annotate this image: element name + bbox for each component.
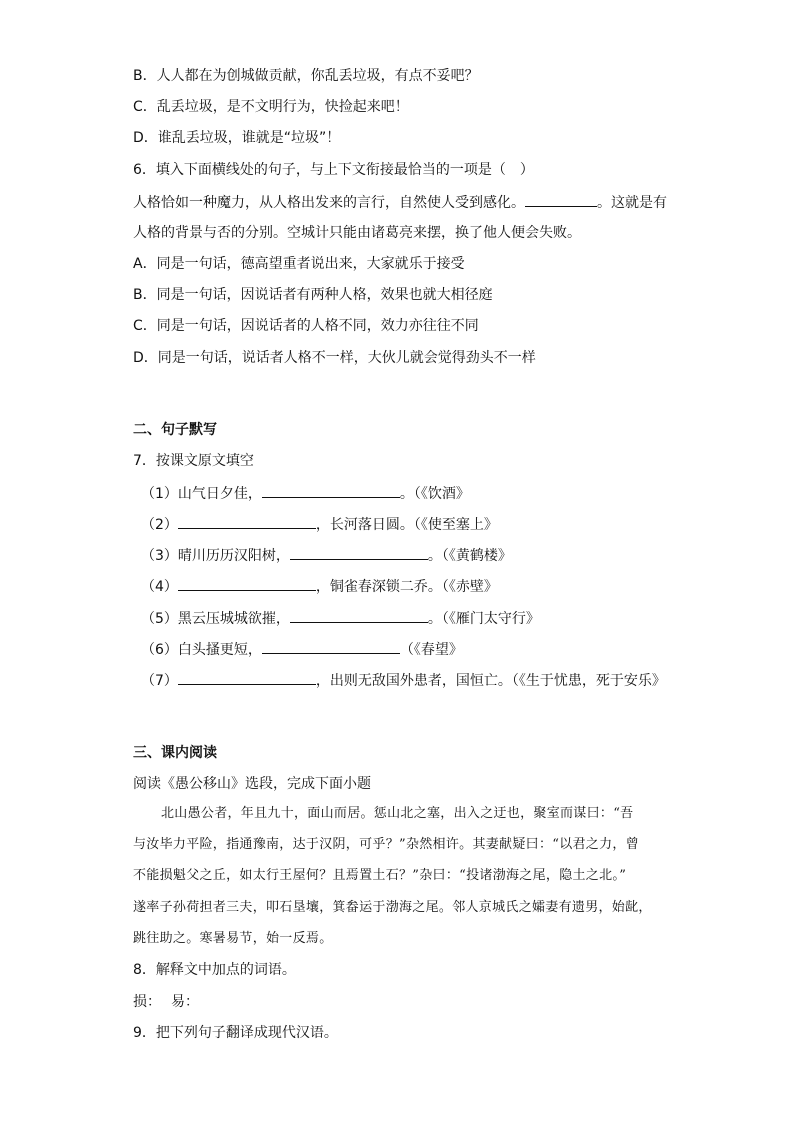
q6-option-a: A．同是一句话，德高望重者说出来，大家就乐于接受 (133, 256, 465, 272)
q7-stem: 7．按课文原文填空 (133, 453, 254, 469)
item-number: （5） (141, 611, 178, 627)
q6-option-b: B．同是一句话，因说话者有两种人格，效果也就大相径庭 (133, 287, 493, 303)
answer-blank (178, 514, 316, 529)
q9-stem: 9．把下列句子翻译成现代汉语。 (133, 1025, 338, 1041)
item-text: ，长河落日圆。（《使至塞上》 (315, 517, 498, 533)
word-label: 损： (133, 994, 161, 1010)
item-text: 晴川历历汉阳树， (177, 548, 290, 564)
item-number: （2） (141, 517, 178, 533)
fill-item (141, 545, 512, 566)
q6-passage-line2: 人格的背景与否的分别。空城计只能由诸葛亮来摆，换了他人便会失败。 (133, 225, 581, 241)
q6-passage-pre: 人格恰如一种魔力，从人格出发来的言行，自然使人受到感化。 (133, 195, 525, 211)
passage-line: 跳往助之。寒暑易节，始一反焉。 (133, 931, 333, 946)
answer-blank (525, 192, 597, 207)
item-text: ，出则无敌国外患者，国恒亡。（《生于忧患，死于安乐》 (315, 673, 666, 689)
passage-line: 不能损魁父之丘，如太行王屋何？且焉置土石？”杂曰：“投诸渤海之尾，隐土之北。” (133, 868, 627, 883)
item-number: （3） (141, 548, 178, 564)
q6-stem: 6．填入下面横线处的句子，与上下文衔接最恰当的一项是（ ） (133, 162, 534, 178)
fill-item (141, 483, 470, 504)
item-number: （1） (141, 486, 178, 502)
q6-passage-post: 。这就是有 (597, 195, 667, 211)
item-number: （6） (141, 642, 178, 658)
item-number: （4） (141, 579, 178, 595)
q6-option-d: D．同是一句话，说话者人格不一样，大伙儿就会觉得劲头不一样 (133, 350, 536, 366)
section-title: 二、句子默写 (133, 422, 217, 438)
item-text: 黑云压城城欲摧， (177, 611, 290, 627)
q8-stem: 8．解释文中加点的词语。 (133, 962, 296, 978)
fill-item (141, 514, 498, 535)
item-text: 。（《黄鹤楼》 (427, 548, 512, 564)
section-title: 三、课内阅读 (133, 745, 217, 761)
q5-option-d: D．谁乱丢垃圾，谁就是“垃圾”！ (133, 130, 341, 146)
answer-blank (262, 639, 400, 654)
reading-intro: 阅读《愚公移山》选段，完成下面小题 (133, 776, 371, 792)
answer-blank (262, 483, 400, 498)
word-label: 易： (171, 994, 199, 1010)
item-text: 。（《雁门太守行》 (427, 611, 540, 627)
passage-line: 遂率子孙荷担者三夫，叩石垦壤，箕畚运于渤海之尾。邻人京城氏之孀妻有遗男，始龀， (133, 900, 652, 915)
answer-blank (290, 608, 428, 623)
passage-line: 北山愚公者，年且九十，面山而居。惩山北之塞，出入之迂也，聚室而谋曰：“吾 (161, 806, 634, 821)
fill-item (141, 639, 463, 660)
q8-words (133, 992, 199, 1012)
fill-item (141, 608, 540, 629)
q5-option-c: C．乱丢垃圾，是不文明行为，快捡起来吧！ (133, 99, 409, 115)
item-text: 山气日夕佳， (177, 486, 262, 502)
answer-blank (178, 670, 316, 685)
item-text: （《春望》 (399, 642, 463, 658)
passage-line: 与汝毕力平险，指通豫南，达于汉阴，可乎？”杂然相许。其妻献疑曰：“以君之力，曾 (133, 837, 639, 852)
item-text: 白头搔更短， (177, 642, 262, 658)
q5-option-b: B．人人都在为创城做贡献，你乱丢垃圾，有点不妥吧？ (133, 68, 479, 84)
answer-blank (178, 576, 316, 591)
item-text: ，铜雀春深锁二乔。（《赤壁》 (315, 579, 498, 595)
item-text: 。（《饮酒》 (399, 486, 470, 502)
q6-option-c: C．同是一句话，因说话者的人格不同，效力亦往往不同 (133, 318, 479, 334)
fill-item (141, 576, 498, 597)
item-number: （7） (141, 673, 178, 689)
answer-blank (290, 545, 428, 560)
q6-passage-line1 (133, 192, 667, 213)
fill-item (141, 670, 666, 691)
